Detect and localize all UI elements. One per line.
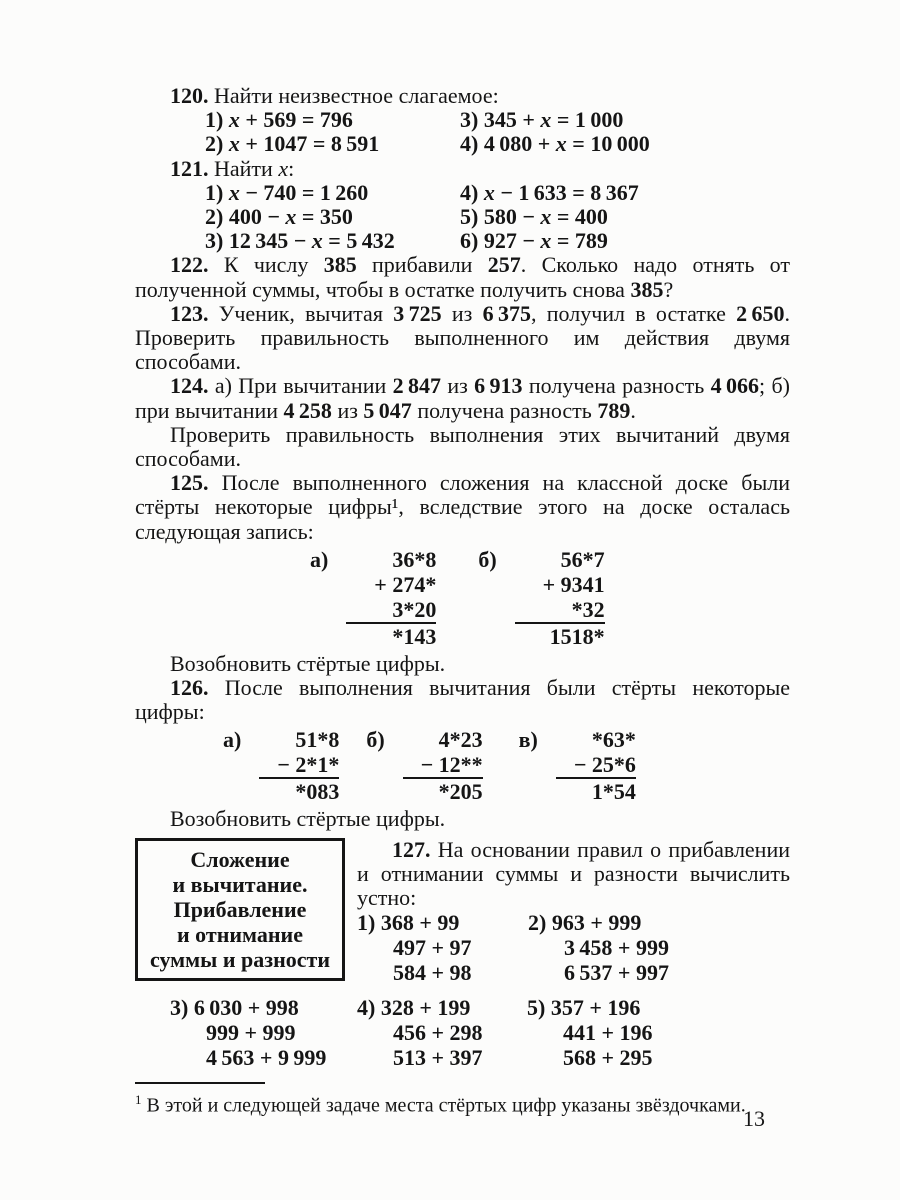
difference-result: *083 [259, 777, 339, 804]
problem-120-intro [135, 84, 790, 108]
footnote-divider [135, 1082, 265, 1084]
problem-126-text: После выполнения вычитания были стёрты некоторые цифры: [135, 675, 791, 725]
addend: + 274* [374, 571, 437, 597]
problem-126-restore-line [135, 807, 790, 831]
sum-item: 568 + 295 [563, 1045, 653, 1071]
column-numbers [346, 547, 436, 649]
sum-result: 1518* [515, 622, 605, 649]
problem-127-paragraph [357, 838, 790, 911]
problem-127-right-column [357, 838, 790, 986]
problem-120-eq-row [135, 108, 790, 132]
addend: 3*20 [392, 596, 437, 622]
sum-column-1 [357, 910, 528, 985]
sum-item: 4 563 + 9 999 [206, 1045, 327, 1071]
restore-text: Возобновить стёртые цифры. [170, 806, 446, 832]
problem-122-text: К числу 385 прибавили 257. Сколько надо отнять от полученной суммы, чтобы в остатке получить снова 385? [135, 252, 791, 302]
problem-127-sums-row-1-2 [357, 910, 790, 985]
problem-125-column-addition [135, 547, 790, 649]
problem-126-column-subtraction [135, 727, 790, 804]
addend: *32 [571, 596, 605, 622]
column-label: а) [223, 727, 242, 753]
problem-121-intro-text: Найти x: [214, 155, 295, 181]
page-number: 13 [743, 1106, 765, 1131]
topic-box-line: суммы и разности [149, 946, 330, 972]
section-127 [135, 838, 790, 1071]
problem-124-number: 124. [170, 373, 209, 399]
column-numbers [515, 547, 605, 649]
sum-item: 2) 963 + 999 [528, 910, 642, 936]
footnote-text: В этой и следующей задаче места стёртых цифр указаны звёздочками. [146, 1094, 746, 1117]
problem-124-paragraph [135, 374, 790, 422]
minuend: 4*23 [438, 727, 483, 753]
problem-124-check-text: Проверить правильность выполнения этих вычитаний двумя способами. [135, 421, 790, 472]
problem-124-check-paragraph [135, 423, 790, 471]
equation: 3) 12 345 − x = 5 432 [205, 228, 395, 254]
restore-text: Возобновить стёртые цифры. [170, 650, 446, 676]
addition-column-b [478, 547, 604, 649]
problem-121-number: 121. [170, 155, 209, 181]
addend: 56*7 [560, 546, 605, 572]
footnote [135, 1089, 785, 1117]
problem-122-paragraph [135, 253, 790, 301]
equation: 1) x − 740 = 1 260 [205, 179, 369, 205]
sum-item: 1) 368 + 99 [357, 910, 460, 936]
column-label: б) [478, 546, 497, 572]
problem-121-eq-row [135, 205, 790, 229]
subtraction-column-a [223, 727, 339, 804]
sum-column-5 [527, 995, 653, 1070]
equation: 5) 580 − x = 400 [460, 204, 608, 230]
sum-column-4 [357, 995, 527, 1070]
problem-120-number: 120. [170, 83, 209, 108]
footnote-marker: 1 [135, 1092, 142, 1108]
sum-item: 584 + 98 [393, 960, 472, 986]
sum-column-2 [528, 910, 669, 985]
problem-125-number: 125. [170, 470, 209, 496]
subtrahend: − 25*6 [573, 752, 636, 778]
topic-box-line: Сложение [190, 846, 290, 872]
problem-123-paragraph [135, 302, 790, 375]
sum-item: 3 458 + 999 [564, 935, 669, 961]
sum-item: 497 + 97 [393, 935, 472, 961]
difference-result: 1*54 [556, 777, 636, 804]
addition-column-a [310, 547, 436, 649]
topic-box [135, 838, 345, 981]
problem-127-text: На основании правил о прибавлении и отнимании суммы и разности вычислить устно: [357, 837, 790, 911]
subtraction-column-b [366, 727, 482, 804]
sum-item: 3) 6 030 + 998 [170, 995, 299, 1021]
problem-122-number: 122. [170, 252, 209, 278]
addend: + 9341 [542, 571, 605, 597]
problem-127-number: 127. [392, 837, 431, 862]
sum-item: 456 + 298 [393, 1020, 483, 1046]
column-label: а) [310, 546, 329, 572]
page-content [135, 84, 790, 1117]
equation: 2) 400 − x = 350 [205, 204, 353, 230]
problem-125-restore-line [135, 652, 790, 676]
equation: 2) x + 1047 = 8 591 [205, 131, 380, 157]
column-numbers [259, 727, 339, 804]
subtrahend: − 12** [420, 752, 483, 778]
equation: 1) x + 569 = 796 [205, 107, 353, 133]
sum-item: 6 537 + 997 [564, 960, 669, 986]
sum-item: 513 + 397 [393, 1045, 483, 1071]
problem-125-paragraph [135, 471, 790, 544]
subtrahend: − 2*1* [277, 752, 340, 778]
equation: 3) 345 + x = 1 000 [460, 107, 624, 133]
problem-125-text: После выполненного сложения на классной доске были стёрты некоторые цифры¹, вследствие этого на доске осталась следующая запись: [135, 470, 790, 544]
problem-124-text: а) При вычитании 2 847 из 6 913 получена разность 4 066; б) при вычитании 4 258 из 5 047 получена разность 789. [135, 373, 790, 423]
subtraction-column-v [519, 727, 636, 804]
topic-box-line: и отнимание [177, 921, 303, 947]
topic-box-line: и вычитание. [172, 871, 308, 897]
sum-column-3 [170, 995, 357, 1070]
problem-121-eq-row [135, 181, 790, 205]
sum-item: 999 + 999 [206, 1020, 296, 1046]
column-label: в) [518, 727, 538, 753]
problem-123-number: 123. [170, 300, 209, 326]
sum-result: *143 [346, 622, 436, 649]
equation: 4) x − 1 633 = 8 367 [460, 179, 639, 205]
sum-item: 4) 328 + 199 [357, 995, 471, 1021]
sum-item: 441 + 196 [563, 1020, 653, 1046]
equation: 6) 927 − x = 789 [460, 228, 608, 254]
equation: 4) 4 080 + x = 10 000 [460, 131, 650, 157]
topic-box-line: Прибавление [173, 896, 307, 922]
addend: 36*8 [392, 546, 437, 572]
difference-result: *205 [403, 777, 483, 804]
problem-121-intro [135, 157, 790, 181]
problem-120-eq-row [135, 132, 790, 156]
problem-126-number: 126. [170, 675, 209, 701]
problem-123-text: Ученик, вычитая 3 725 из 6 375, получил в остатке 2 650. Проверить правильность выполненного им действия двумя способами. [135, 300, 791, 375]
column-numbers [556, 727, 636, 804]
problem-126-paragraph [135, 676, 790, 724]
column-label: б) [366, 727, 385, 753]
problem-120-intro-text: Найти неизвестное слагаемое: [214, 83, 499, 108]
sum-item: 5) 357 + 196 [527, 995, 641, 1021]
problem-121-eq-row [135, 229, 790, 253]
minuend: *63* [591, 727, 636, 753]
minuend: 51*8 [295, 727, 340, 753]
column-numbers [403, 727, 483, 804]
problem-127-sums-row-3-4-5 [135, 995, 790, 1070]
